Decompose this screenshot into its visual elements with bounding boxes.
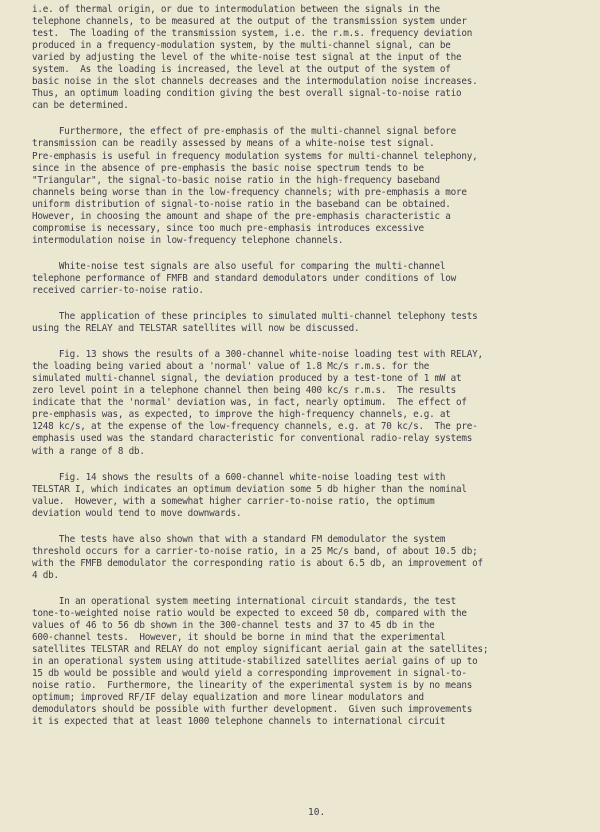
text-line: Pre-emphasis is useful in frequency modulation systems for multi-channel telephony, xyxy=(32,150,478,162)
text-line: with the FMFB demodulator the corresponding ratio is about 6.5 db, an improvement of xyxy=(32,557,483,569)
text-line: The application of these principles to simulated multi-channel telephony tests xyxy=(32,311,478,323)
text-line: In an operational system meeting international circuit standards, the test xyxy=(32,595,457,607)
text-line: TELSTAR I, which indicates an optimum deviation some 5 db higher than the nominal xyxy=(32,483,467,495)
text-line: indicate that the 'normal' deviation was, in fact, nearly optimum. The effect of xyxy=(32,397,467,409)
text-line: values of 46 to 56 db shown in the 300-channel tests and 37 to 45 db in the xyxy=(32,620,435,632)
text-line: emphasis used was the standard characteristic for conventional radio-relay systems xyxy=(32,433,473,445)
text-line: 4 db. xyxy=(32,569,59,581)
text-line: compromise is necessary, since too much pre-emphasis introduces excessive xyxy=(32,222,424,234)
text-line: satellites TELSTAR and RELAY do not employ significant aerial gain at the satellites; xyxy=(32,644,489,656)
text-line: since in the absence of pre-emphasis the basic noise spectrum tends to be xyxy=(32,162,424,174)
text-line: produced in a frequency-modulation system, by the multi-channel signal, can be xyxy=(32,40,451,52)
text-line: it is expected that at least 1000 telephone channels to international circuit xyxy=(32,716,446,728)
text-line: demodulators should be possible with further development. Given such improvements xyxy=(32,704,473,716)
text-line: telephone performance of FMFB and standard demodulators under conditions of low xyxy=(32,272,457,284)
body-text xyxy=(32,4,588,742)
paragraph-operational-system xyxy=(32,596,588,729)
text-line: zero level point in a telephone channel then being 400 kc/s r.m.s. The results xyxy=(32,385,457,397)
text-line: 1248 kc/s, at the expense of the low-frequency channels, e.g. at 70 kc/s. The pre- xyxy=(32,421,478,433)
text-line: system. As the loading is increased, the level at the output of the system of xyxy=(32,64,451,76)
text-line: intermodulation noise in low-frequency telephone channels. xyxy=(32,234,344,246)
text-line: Fig. 14 shows the results of a 600-channel white-noise loading test with xyxy=(32,471,446,483)
text-line: using the RELAY and TELSTAR satellites will now be discussed. xyxy=(32,323,360,335)
text-line: However, in choosing the amount and shape of the pre-emphasis characteristic a xyxy=(32,210,451,222)
text-line: value. However, with a somewhat higher carrier-to-noise ratio, the optimum xyxy=(32,495,435,507)
text-line: i.e. of thermal origin, or due to intermodulation between the signals in the xyxy=(32,4,440,15)
text-line: received carrier-to-noise ratio. xyxy=(32,284,204,296)
text-line: 15 db would be possible and would yield a corresponding improvement in signal-to- xyxy=(32,668,467,680)
paragraph-loading xyxy=(32,4,588,112)
text-line: the loading being varied about a 'normal' value of 1.8 Mc/s r.m.s. for the xyxy=(32,361,430,373)
text-line: channels being worse than in the low-frequency channels; with pre-emphasis a more xyxy=(32,186,467,198)
text-line: in an operational system using attitude-stabilized satellites aerial gains of up to xyxy=(32,656,478,668)
text-line: simulated multi-channel signal, the deviation produced by a test-tone of 1 mW at xyxy=(32,373,462,385)
text-line: can be determined. xyxy=(32,100,129,112)
text-line: uniform distribution of signal-to-noise ratio in the baseband can be obtained. xyxy=(32,198,451,210)
text-line: basic noise in the slot channels decreases and the intermodulation noise increases. xyxy=(32,76,478,88)
paragraph-threshold xyxy=(32,534,588,582)
paragraph-fig-13 xyxy=(32,349,588,457)
text-line: noise ratio. Furthermore, the linearity of the experimental system is by no means xyxy=(32,680,473,692)
text-line: Thus, an optimum loading condition giving the best overall signal-to-noise ratio xyxy=(32,88,462,100)
text-line: tone-to-weighted noise ratio would be expected to exceed 50 db, compared with the xyxy=(32,607,467,619)
text-line: Furthermore, the effect of pre-emphasis of the multi-channel signal before xyxy=(32,126,457,138)
text-line: telephone channels, to be measured at the output of the transmission system under xyxy=(32,16,467,28)
text-line: test. The loading of the transmission system, i.e. the r.m.s. frequency deviation xyxy=(32,28,473,40)
text-line: 600-channel tests. However, it should be borne in mind that the experimental xyxy=(32,632,446,644)
text-line: with a range of 8 db. xyxy=(32,445,145,457)
text-line: optimum; improved RF/IF delay equalization and more linear modulators and xyxy=(32,692,424,704)
text-line: varied by adjusting the level of the white-noise test signal at the input of the xyxy=(32,52,462,64)
text-line: deviation would tend to move downwards. xyxy=(32,507,242,519)
text-line: pre-emphasis was, as expected, to improve the high-frequency channels, e.g. at xyxy=(32,409,451,421)
page-number: 10. xyxy=(308,807,326,818)
text-line: transmission can be readily assessed by means of a white-noise test signal. xyxy=(32,138,435,150)
text-line: White-noise test signals are also useful for comparing the multi-channel xyxy=(32,260,446,272)
text-line: Fig. 13 shows the results of a 300-channel white-noise loading test with RELAY, xyxy=(32,349,483,361)
paragraph-application xyxy=(32,311,588,335)
paragraph-pre-emphasis xyxy=(32,126,588,246)
text-line: "Triangular", the signal-to-basic noise ratio in the high-frequency baseband xyxy=(32,174,440,186)
paragraph-fmfb-comparison xyxy=(32,261,588,297)
paragraph-fig-14 xyxy=(32,472,588,520)
text-line: The tests have also shown that with a standard FM demodulator the system xyxy=(32,533,446,545)
text-line: threshold occurs for a carrier-to-noise ratio, in a 25 Mc/s band, of about 10.5 db; xyxy=(32,545,478,557)
